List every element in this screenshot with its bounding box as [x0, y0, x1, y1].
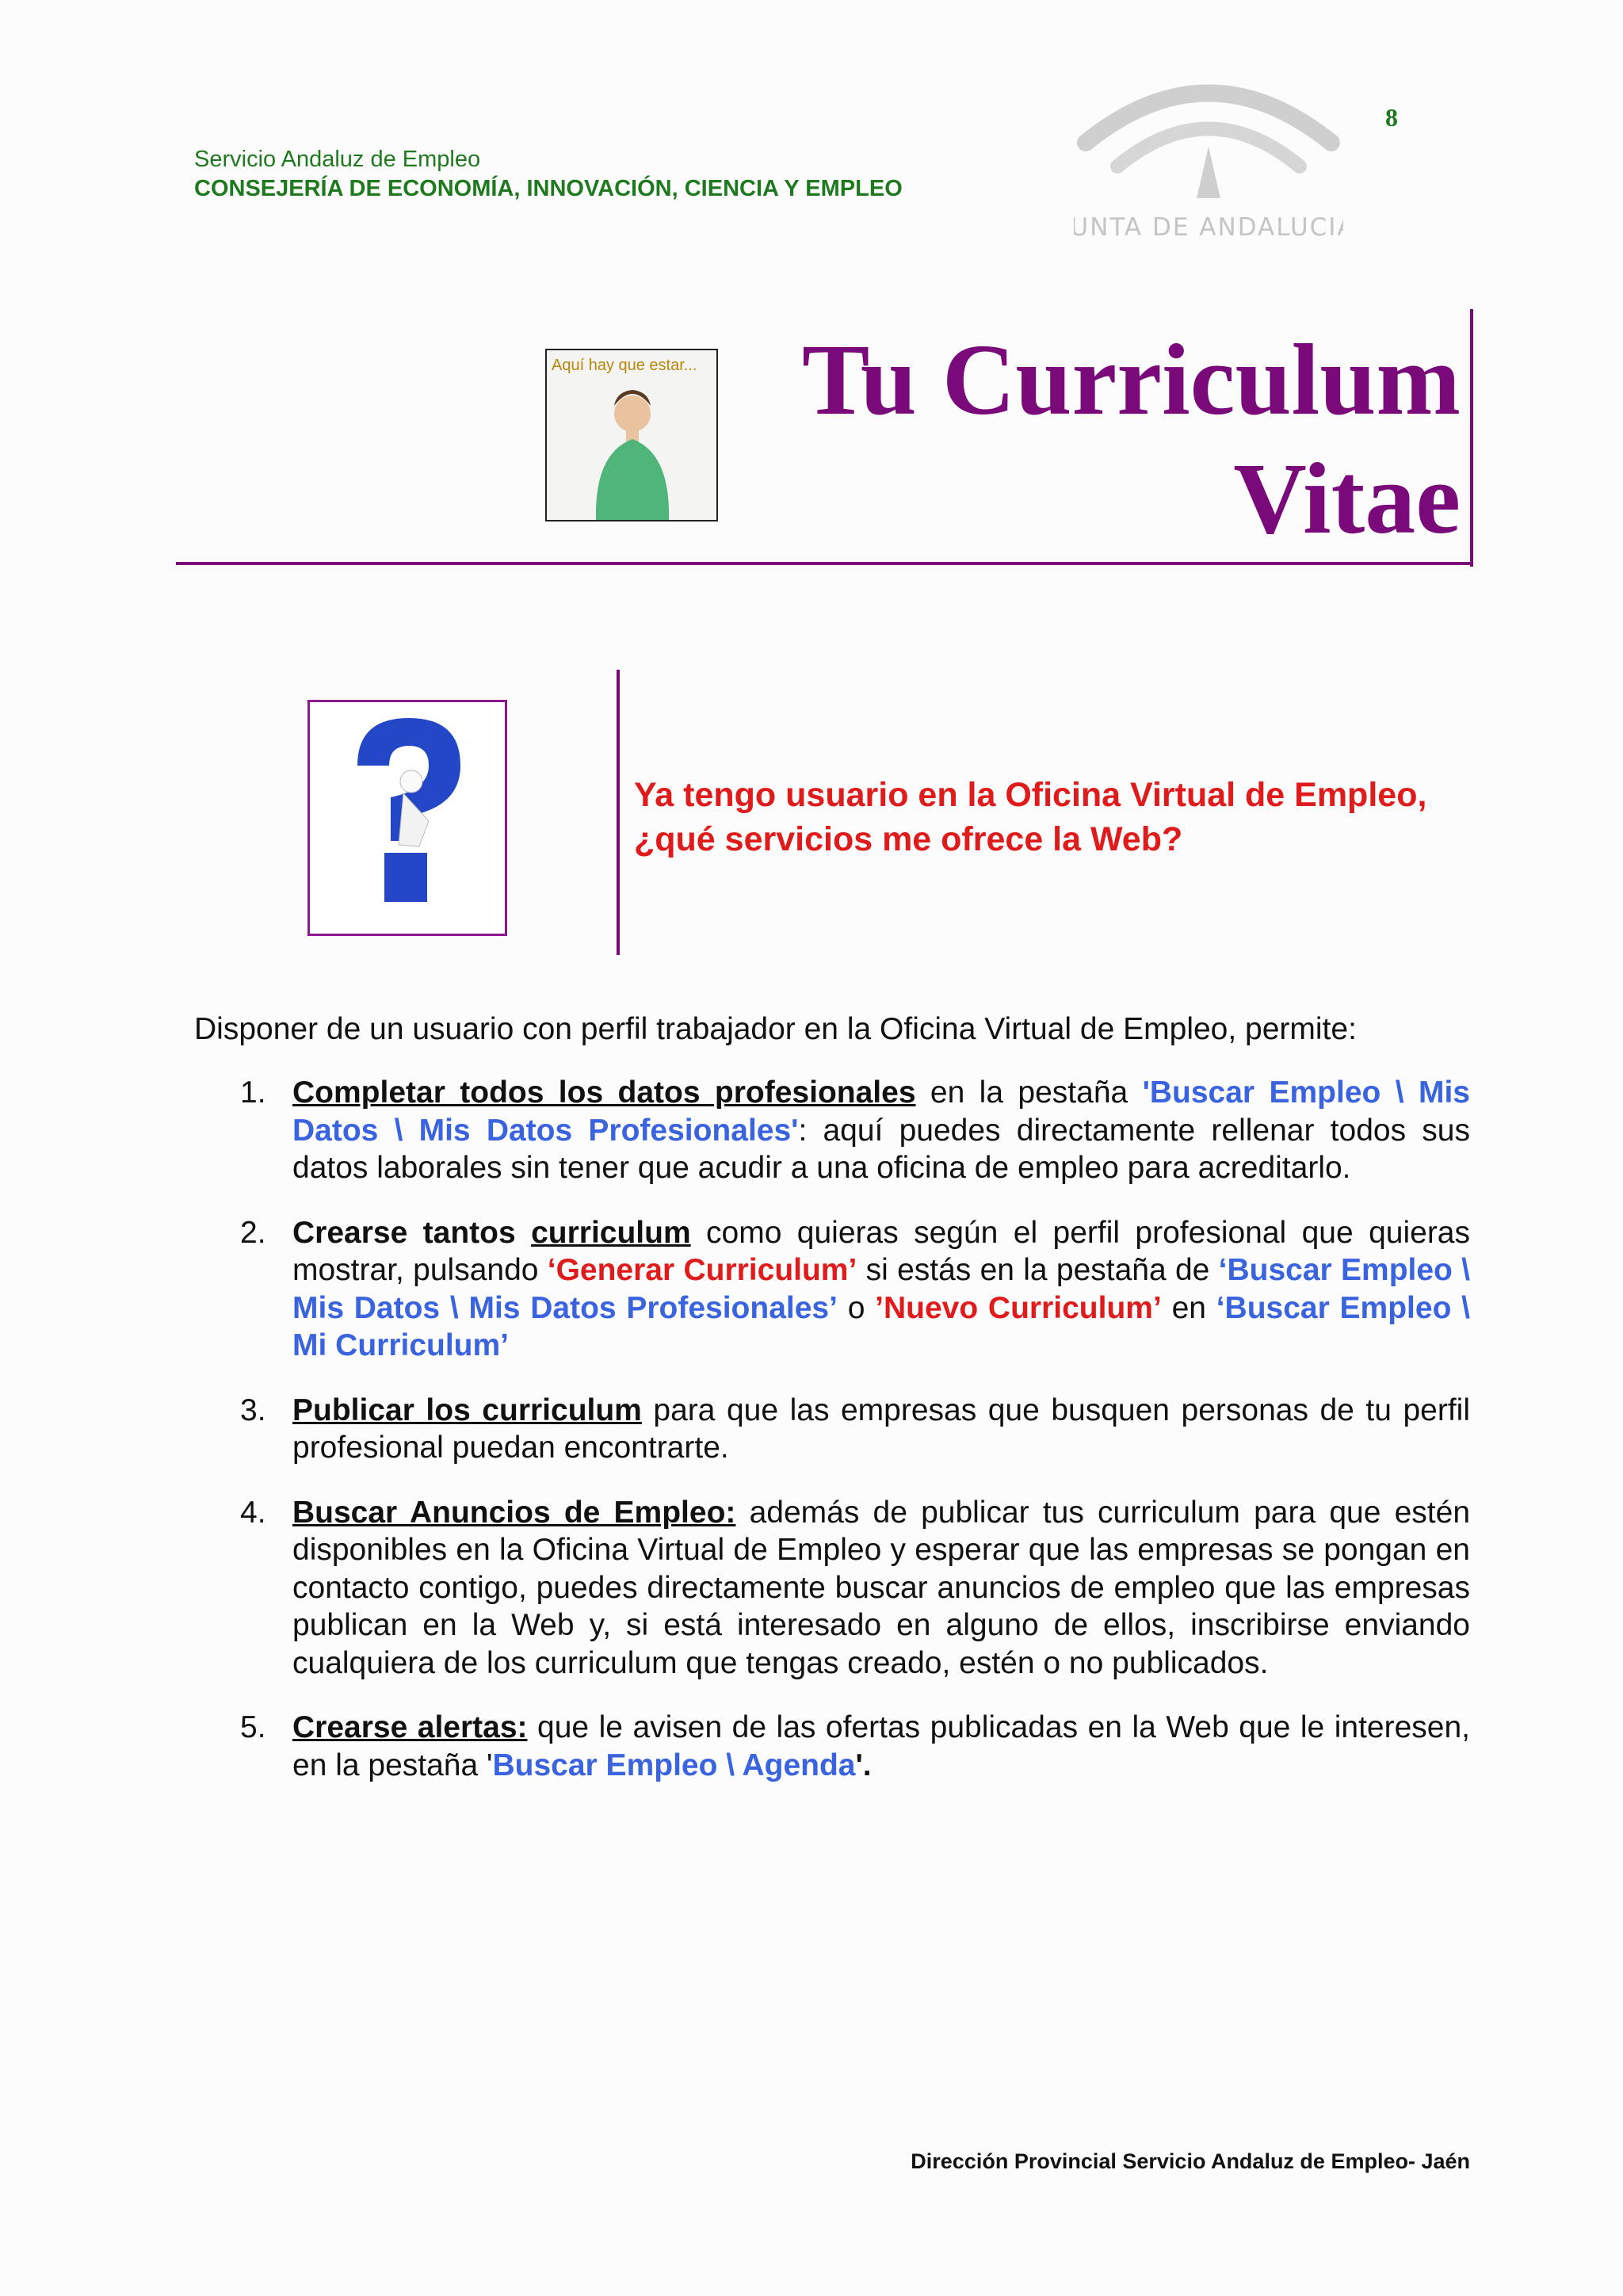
tab-path-link: Buscar Empleo \ Agenda — [492, 1748, 856, 1782]
woman-illustration — [547, 350, 716, 520]
step-text: : aquí puedes directamente rellenar todos sus datos laborales sin tener que acudir a una oficina de empleo para acreditarlo. — [292, 1113, 1470, 1185]
list-item — [194, 1494, 1470, 1683]
page-number: 8 — [1385, 103, 1398, 132]
page-footer: Dirección Provincial Servicio Andaluz de Empleo- Jaén — [911, 2149, 1470, 2173]
intro-paragraph: Disponer de un usuario con perfil trabajador en la Oficina Virtual de Empleo, permite: — [194, 1012, 1357, 1046]
list-item — [194, 1392, 1470, 1467]
list-item-number: 2. — [240, 1215, 266, 1250]
list-item-number: 3. — [240, 1392, 266, 1427]
svg-text:JUNTA DE ANDALUCIA: JUNTA DE ANDALUCIA — [1074, 213, 1343, 242]
step-lead: Completar todos los datos profesionales — [292, 1075, 916, 1110]
step-lead-underlined: curriculum — [531, 1215, 691, 1250]
button-reference: ‘Generar Curriculum’ — [547, 1253, 857, 1287]
step-text: o — [837, 1290, 876, 1325]
title-border-vertical — [1470, 309, 1473, 567]
step-lead: Publicar los curriculum — [292, 1392, 642, 1427]
title-photo — [545, 349, 718, 521]
step-lead: Buscar Anuncios de Empleo: — [292, 1495, 736, 1530]
photo-caption: Aquí hay que estar... — [552, 357, 697, 374]
logo-graphic — [1074, 59, 1343, 250]
step-text: '. — [855, 1748, 872, 1782]
step-lead: Crearse tantos — [292, 1215, 532, 1250]
question-illustration-frame — [307, 700, 507, 936]
title-border-horizontal — [176, 562, 1473, 565]
header-department: CONSEJERÍA DE ECONOMÍA, INNOVACIÓN, CIENCIA Y EMPLEO — [194, 176, 903, 201]
list-item — [194, 1214, 1470, 1365]
page-title-line1: Tu Curriculum — [802, 323, 1461, 436]
page-title-line2: Vitae — [1233, 442, 1461, 555]
step-text: para que las empresas que busquen personas de tu perfil profesional puedan encontrarte. — [292, 1392, 1470, 1465]
junta-de-andalucia-logo — [1074, 59, 1343, 250]
step-text: en la pestaña — [915, 1075, 1143, 1110]
step-text: si estás en la pestaña de — [857, 1253, 1219, 1287]
header-org-name: Servicio Andaluz de Empleo — [194, 147, 481, 172]
tab-path-link: ‘Buscar Empleo \ Mi Curriculum’ — [292, 1290, 1470, 1362]
list-item — [194, 1074, 1470, 1187]
step-text: en — [1161, 1290, 1216, 1325]
tab-path-link: 'Buscar Empleo \ Mis Datos \ Mis Datos Profesionales' — [292, 1075, 1470, 1148]
question-divider — [617, 670, 620, 955]
services-list — [194, 1074, 1470, 1811]
list-item-number: 5. — [240, 1710, 266, 1744]
list-item — [194, 1709, 1470, 1784]
step-text: además de publicar tus curriculum para que estén disponibles en la Oficina Virtual de Empleo y esperar que las empresas se pongan en contacto contigo, puedes directamente buscar anuncios de empleo que las empresas publican en la Web y, si está interesado en alguno de ellos, inscribirse enviando cualquiera de los curriculum que tengas creado, estén o no publicados. — [292, 1495, 1471, 1680]
list-item-number: 1. — [240, 1075, 266, 1110]
step-text: como quieras según el perfil profesional que quieras mostrar, pulsando — [292, 1215, 1470, 1287]
step-lead: Crearse alertas: — [292, 1710, 528, 1744]
section-question-heading: Ya tengo usuario en la Oficina Virtual de Empleo, ¿qué servicios me ofrece la Web? — [634, 776, 1427, 858]
button-reference: ’Nuevo Curriculum’ — [875, 1290, 1162, 1325]
question-mark-icon — [310, 702, 505, 934]
step-text: que le avisen de las ofertas publicadas en la Web que le interesen, en la pestaña ' — [292, 1710, 1470, 1782]
tab-path-link: ‘Buscar Empleo \ Mis Datos \ Mis Datos Profesionales’ — [292, 1253, 1470, 1325]
list-item-number: 4. — [240, 1495, 266, 1530]
